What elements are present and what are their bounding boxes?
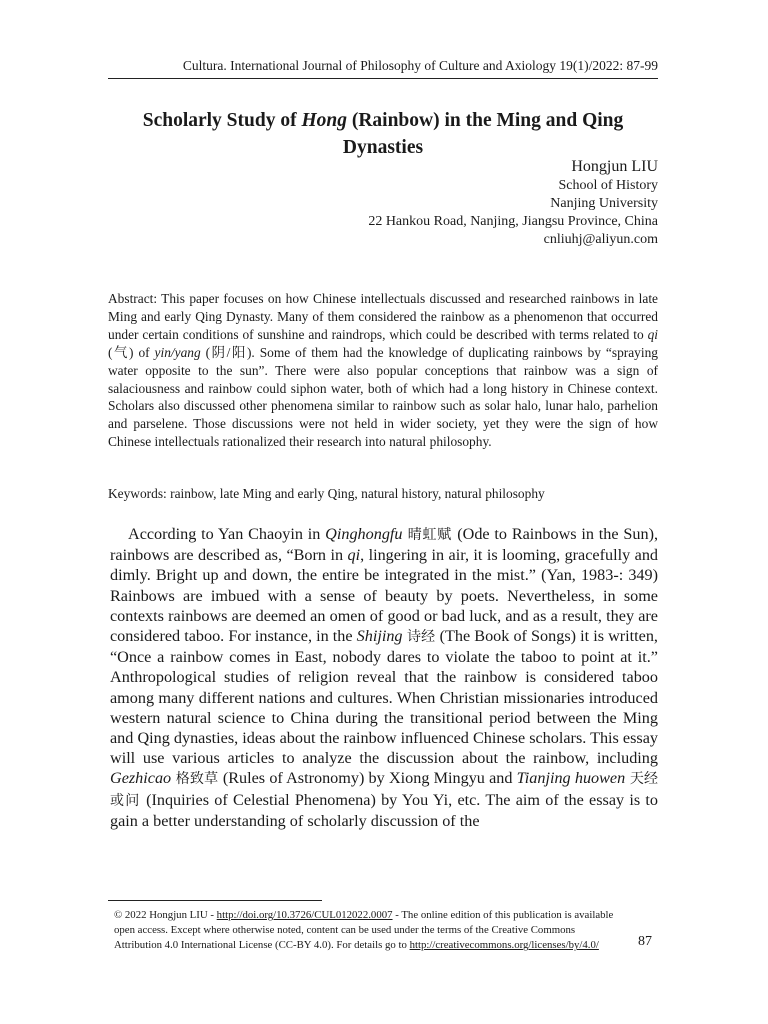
author-school: School of History	[558, 178, 658, 193]
article-title	[108, 107, 658, 161]
body-text-run: (Inquiries of Celestial Phenomena) by You Yi, etc. The aim of the essay is to gain a better understanding of scholarly discussion of the	[110, 790, 659, 830]
footnote-text: - The online edition of this publication is available open access. Except where otherwise noted, content can be used under the terms of the Creative Commons Attribution 4.0 International License (CC-BY 4.0). For details go to	[114, 909, 614, 952]
abstract-text: (气) of	[108, 344, 155, 360]
author-address: 22 Hankou Road, Nanjing, Jiangsu Province, China	[368, 214, 658, 229]
abstract	[108, 290, 658, 451]
abstract-term-qi: qi	[647, 326, 658, 342]
author-name: Hongjun LIU	[571, 158, 658, 175]
body-chinese: 晴虹赋	[402, 527, 458, 543]
copyright-footnote	[114, 908, 614, 954]
license-link[interactable]: http://creativecommons.org/licenses/by/4.0/	[409, 939, 599, 952]
title-italic: Hong	[301, 110, 347, 131]
abstract-text: . Some of them had the knowledge of duplicating rainbows by “spraying water opposite to the sun”. There were also popular conceptions that rainbow was a sign of salaciousness and rainbow could siphon water, both of which had a long history in Chinese context. Scholars also discussed other phenomena similar to rainbow such as solar halo, lunar halo, parhelion and parselene. Those discussions were not held in wider society, yet they were the sign of how Chinese intellectuals rationalized their research into natural philosophy.	[108, 344, 658, 450]
body-paragraph	[110, 524, 658, 831]
abstract-term-yinyang: yin/yang	[154, 344, 201, 360]
body-text-run: , lingering in air, it is looming, gracefully and dimly. Bright up and down, the entire be integrated in the mist.” (Yan, 1983-: 349) Rainbows are imbued with a sense of beauty by poets. Nevertheless, in some contexts rainbows are deemed an omen of good or bad luck, and as a result, they are considered taboo. For instance, in the	[110, 546, 659, 646]
body-text	[110, 524, 658, 831]
running-header: Cultura. International Journal of Philosophy of Culture and Axiology 19(1)/2022: 87-99	[182, 58, 658, 73]
body-text-run: (Ode to Rainbows in the Sun), rainbows are described as, “Born in	[110, 525, 659, 565]
body-text-run: (The Book of Songs) it is written, “Once a rainbow comes in East, nobody dares to violate the taboo to point at it.” Anthropological studies of religion reveal that the rainbow is considered taboo among many different nations and cultures. When Christian missionaries introduced western natural science to China during the transitional period between the Ming and Qing dynasties, ideas about the rainbow influenced Chinese scholars. This essay will use various articles to analyze the discussion about the rainbow, including	[110, 627, 658, 768]
body-chinese: 格致草	[171, 771, 223, 788]
abstract-text: (阴/阳)	[200, 344, 252, 360]
header-divider	[108, 78, 658, 79]
title-part: Scholarly Study of	[142, 110, 302, 131]
title-part: (Rainbow) in the Ming and Qing Dynasties	[342, 110, 624, 158]
body-term: qi	[347, 546, 361, 565]
footnote-divider	[108, 900, 322, 901]
page-number: 87	[638, 934, 652, 949]
abstract-text: Abstract: This paper focuses on how Chinese intellectuals discussed and researched rainbows in late Ming and early Qing Dynasty. Many of them considered the rainbow as a phenomenon that occurred under certain conditions of sunshine and raindrops, which could be described with terms related to	[108, 291, 658, 342]
body-term: Shijing	[356, 627, 403, 646]
author-block	[250, 157, 658, 249]
doi-link[interactable]: http://doi.org/10.3726/CUL012022.0007	[216, 909, 393, 921]
body-chinese: 诗经	[402, 629, 440, 646]
author-university: Nanjing University	[550, 196, 658, 211]
body-term: Tianjing huowen	[516, 769, 626, 788]
body-text-run: According to Yan Chaoyin in	[128, 525, 326, 543]
body-term: Gezhicao	[110, 769, 172, 788]
footnote-text: © 2022 Hongjun LIU -	[114, 909, 217, 921]
keywords: Keywords: rainbow, late Ming and early Qing, natural history, natural philosophy	[108, 486, 545, 501]
body-text-run: (Rules of Astronomy) by Xiong Mingyu and	[222, 769, 517, 788]
body-chinese: 天经或问	[110, 771, 658, 809]
author-email[interactable]: cnliuhj@aliyun.com	[543, 232, 658, 247]
body-term: Qinghongfu	[325, 525, 403, 543]
